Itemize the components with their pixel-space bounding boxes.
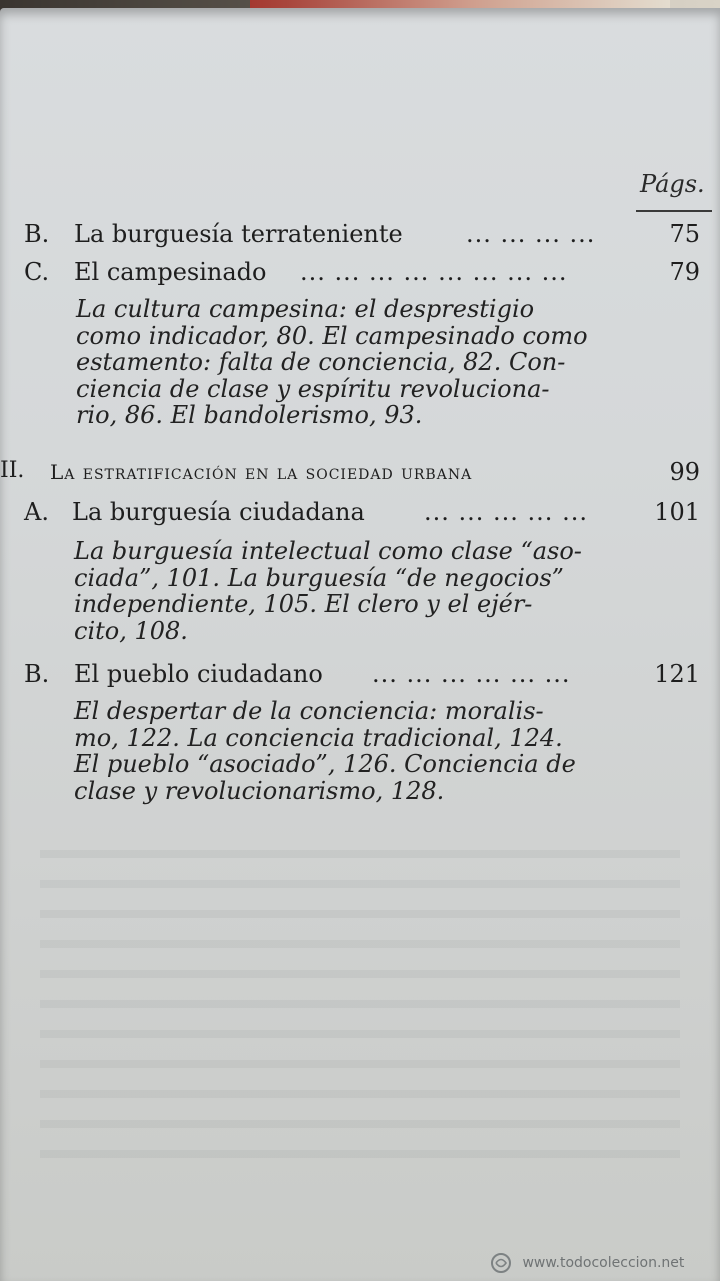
description-line: La cultura campesina: el desprestigio bbox=[76, 295, 535, 323]
entry-letter: A. bbox=[24, 498, 49, 526]
description-line: ciencia de clase y espíritu revoluciona- bbox=[76, 374, 550, 403]
entry-title: La burguesía terrateniente bbox=[74, 220, 403, 248]
leader-dots: ... ... ... ... bbox=[466, 220, 596, 248]
leader-dots: ... ... ... ... ... ... bbox=[372, 660, 571, 688]
description-line: rio, 86. El bandolerismo, 93. bbox=[76, 401, 423, 429]
description-line: El pueblo “asociado”, 126. Conciencia de bbox=[74, 750, 576, 778]
show-through-text bbox=[40, 828, 680, 1158]
entry-page-number: 121 bbox=[654, 660, 700, 688]
header-underline bbox=[636, 210, 712, 212]
section-page-number: 99 bbox=[669, 458, 700, 486]
entry-letter: B. bbox=[24, 660, 50, 688]
entry-page-number: 75 bbox=[669, 220, 700, 248]
description-line: El despertar de la conciencia: moralis- bbox=[74, 697, 544, 725]
book-page bbox=[0, 8, 720, 1281]
entry-letter: B. bbox=[24, 220, 50, 248]
description-line: ciada”, 101. La burguesía “de negocios” bbox=[74, 563, 564, 592]
toc-entry-pueblo-ciudadano bbox=[0, 660, 720, 690]
entry-description-burguesia-ciudadana bbox=[74, 538, 582, 644]
description-line: mo, 122. La conciencia tradicional, 124. bbox=[74, 723, 563, 752]
entry-title: La burguesía ciudadana bbox=[72, 498, 365, 526]
entry-page-number: 101 bbox=[654, 498, 700, 526]
description-line: independiente, 105. El clero y el ejér- bbox=[74, 590, 533, 618]
entry-description-campesinado bbox=[76, 296, 588, 429]
entry-title: El campesinado bbox=[74, 258, 267, 286]
description-line: La burguesía intelectual como clase “aso- bbox=[74, 537, 582, 565]
entry-page-number: 79 bbox=[669, 258, 700, 286]
entry-letter: C. bbox=[24, 258, 50, 286]
watermark-text: www.todocoleccion.net bbox=[522, 1255, 685, 1271]
section-numeral: II. bbox=[0, 458, 25, 483]
leader-dots: ... ... ... ... ... ... ... ... bbox=[300, 258, 568, 286]
description-line: estamento: falta de conciencia, 82. Con- bbox=[76, 348, 566, 376]
toc-entry-burguesia-ciudadana bbox=[0, 498, 720, 528]
description-line: cito, 108. bbox=[74, 616, 188, 645]
entry-title: El pueblo ciudadano bbox=[74, 660, 323, 688]
pages-column-header: Págs. bbox=[640, 170, 705, 198]
section-title: La estratificación en la sociedad urbana bbox=[50, 460, 473, 484]
todocoleccion-logo-icon bbox=[490, 1252, 512, 1274]
toc-entry-burguesia-terrateniente bbox=[0, 220, 720, 250]
description-line: como indicador, 80. El campesinado como bbox=[76, 321, 588, 350]
toc-section-ii bbox=[0, 458, 720, 488]
toc-entry-campesinado bbox=[0, 258, 720, 288]
site-watermark bbox=[490, 1252, 684, 1274]
entry-description-pueblo-ciudadano bbox=[74, 698, 576, 804]
leader-dots: ... ... ... ... ... bbox=[424, 498, 588, 526]
description-line: clase y revolucionarismo, 128. bbox=[74, 776, 445, 805]
